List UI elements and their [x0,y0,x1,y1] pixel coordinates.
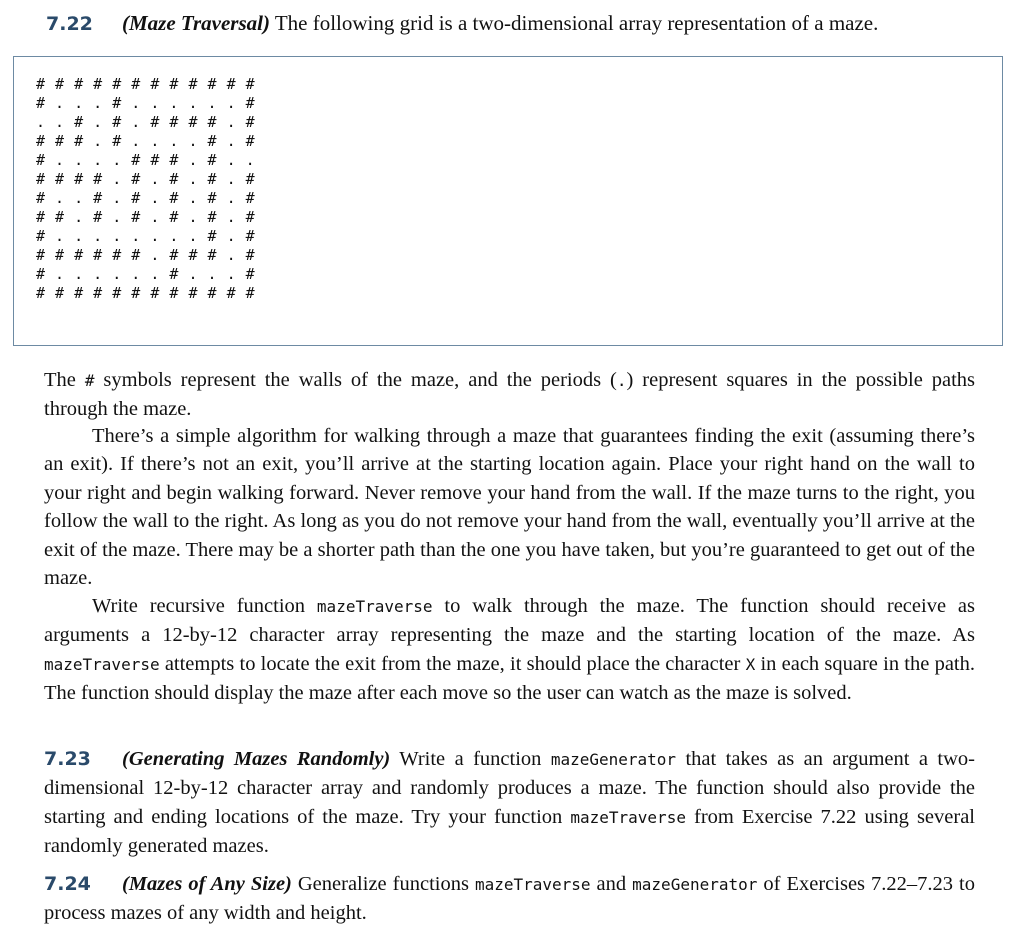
text-run: and [590,873,633,895]
exercise-title: (Maze Traversal) [122,11,270,35]
code-mazeTraverse: mazeTraverse [474,875,591,894]
text-run: ) represent squares in the possible paths through the maze. [44,369,976,421]
maze-row: . . # . # . # # # # . # [36,113,256,131]
maze-row: # . . . . . . . . # . # [36,227,256,245]
code-period: . [616,371,627,390]
walls-paragraph [44,366,975,424]
maze-row: # . . . # . . . . . . # [36,94,256,112]
write-function-paragraph [44,592,975,708]
maze-grid [36,75,255,303]
code-x: X [745,654,756,674]
exercise-title: (Generating Mazes Randomly) [122,748,391,770]
exercise-intro: The following grid is a two-dimensional array representation of a maze. [269,11,879,35]
text-run: Write recursive function [92,595,317,617]
exercise-7-24 [44,870,975,928]
text-run: to walk through the maze. The function should receive as arguments a 12-by-12 character array representing the maze and the starting location of the maze. As [44,595,975,647]
maze-row: # # # # . # . # . # . # [36,170,256,188]
maze-row: # . . . . # # # . # . . [36,151,256,169]
maze-row: # . . # . # . # . # . # [36,189,256,207]
code-mazeTraverse: mazeTraverse [316,597,433,616]
maze-row: # # # # # # # # # # # # [36,75,256,93]
code-mazeTraverse: mazeTraverse [570,807,686,827]
text-run: attempts to locate the exit from the maze, it should place the character [159,652,746,675]
code-hash: # [84,371,95,390]
exercise-number: 7.22 [46,13,93,35]
exercise-title: (Mazes of Any Size) [122,873,292,895]
maze-row: # # # . # . . . . # . # [36,132,256,150]
text-run: The [44,369,85,391]
code-mazeGenerator: mazeGenerator [632,875,758,894]
maze-row: # # . # . # . # . # . # [36,208,256,226]
text-run: that takes as an argument a two-dimensional 12-by-12 character array and randomly produces a maze. The function should also provide the starting and ending locations of the maze. Try your function [44,748,975,828]
algorithm-paragraph: There’s a simple algorithm for walking through a maze that guarantees finding the exit (assuming there’s an exit). If there’s not an exit, you’ll arrive at the starting location again. Place your right hand on the wall to your right and begin walking forward. Never remove your hand from the wall. If the maze turns to the right, you follow the wall to the right. As long as you do not remove your hand from the wall, eventually you’ll arrive at the exit of the maze. There may be a shorter path than the one you have taken, but you’re guaranteed to get out of the maze. [44,425,975,590]
exercise-7-22-heading [46,8,986,39]
exercise-7-23 [44,745,975,861]
exercise-number: 7.24 [44,873,91,895]
maze-figure [13,56,1003,346]
maze-row: # # # # # # . # # # . # [36,246,256,264]
code-mazeGenerator: mazeGenerator [550,750,677,769]
exercise-number: 7.23 [44,748,91,770]
maze-row: # # # # # # # # # # # # [36,284,256,302]
code-mazeTraverse: mazeTraverse [44,654,160,674]
text-run: symbols represent the walls of the maze, and the periods ( [94,369,617,391]
text-run: of Exercises 7.22–7.23 to process mazes of any width and height. [44,873,975,925]
text-run: Write a function [390,748,551,770]
text-run: from Exercise 7.22 using several randomly generated mazes. [44,805,975,858]
maze-row: # . . . . . . # . . . # [36,265,256,283]
text-run: in each square in the path. The function should display the maze after each move so the user can watch as the maze is solved. [44,652,975,705]
text-run: Generalize functions [291,873,475,895]
